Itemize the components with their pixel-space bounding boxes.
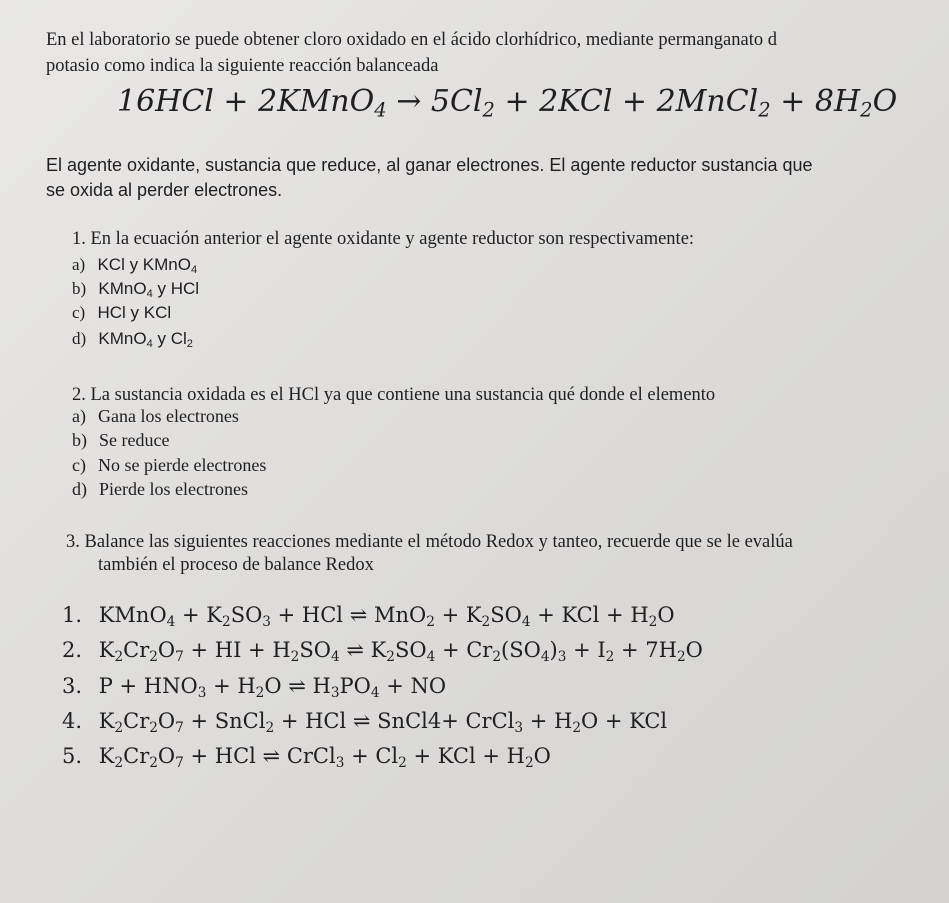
equation-body: $K_2Cr_2O_7$ + HI + $H_2SO_4$ ⇌ $K_2SO_4 + Cr_2(SO_4)_3 + I_2 + 7H_2O$ — [98, 638, 703, 665]
equation-number: 5. — [62, 744, 83, 768]
question-1-option-c: c) HCl y KCl — [72, 303, 172, 322]
equation-4 — [62, 709, 668, 736]
question-2-prompt: 2. La sustancia oxidada es el HCl ya que contiene una sustancia qué donde el elemento — [72, 385, 716, 405]
intro-line-1: En el laboratorio se puede obtener cloro oxidado en el ácido clorhídrico, mediante permanganato d — [46, 30, 777, 50]
question-2-option-d: d) Pierde los electrones — [72, 479, 248, 499]
equation-number: 3. — [62, 674, 83, 698]
definition-line-2: se oxida al perder electrones. — [46, 180, 283, 200]
question-2-option-a: a) Gana los electrones — [72, 406, 239, 426]
equation-body: $K_2Cr_2O_7$ + HCl ⇌ CrCl$_3$ + $Cl_2$ + KCl + $H_2O$ — [98, 744, 551, 771]
equation-2 — [62, 638, 703, 665]
equation-5 — [62, 744, 551, 771]
equation-3 — [62, 674, 447, 701]
question-1-option-b: b) KMnO$_4$ y HCl — [72, 279, 200, 301]
intro-line-2: potasio como indica la siguiente reacción balanceada — [46, 56, 439, 76]
equation-number: 4. — [62, 709, 83, 733]
question-1-option-a: a) KCl y KMnO$_4$ — [72, 255, 198, 277]
equation-number: 1. — [62, 603, 83, 627]
question-1-prompt: 1. En la ecuación anterior el agente oxidante y agente reductor son respectivamente: — [72, 229, 695, 249]
question-3-line-1: 3. Balance las siguientes reacciones mediante el método Redox y tanteo, recuerde que se le evalúa — [66, 532, 793, 552]
question-2-option-b: b) Se reduce — [72, 430, 170, 450]
balanced-reaction: 16HCl + 2KMnO$_4$ → $5Cl_2 + 2KCl$ + 2MnCl$_2$ + $8H_2O$ — [117, 84, 898, 122]
question-2-option-c: c) No se pierde electrones — [72, 455, 267, 475]
question-1-option-d: d) KMnO$_4$ y $Cl_2$ — [72, 329, 193, 351]
equation-body: KMnO$_4$ + $K_2SO_3$ + HCl ⇌ $MnO_2 + K_2SO_4$ + KCl + $H_2O$ — [98, 603, 675, 630]
equation-number: 2. — [62, 638, 83, 662]
equation-1 — [62, 603, 675, 630]
equation-body: $P + HNO_3 + H_2O$ ⇌ $H_3PO_4$ + NO — [98, 674, 447, 701]
definition-line-1: El agente oxidante, sustancia que reduce, al ganar electrones. El agente reductor sustancia que — [46, 155, 813, 175]
equation-body: $K_2Cr_2O_7$ + SnCl$_2$ + HCl ⇌ SnCl4+ CrCl$_3$ + $H_2O$ + KCl — [98, 709, 668, 736]
question-3-line-2: también el proceso de balance Redox — [98, 555, 374, 575]
